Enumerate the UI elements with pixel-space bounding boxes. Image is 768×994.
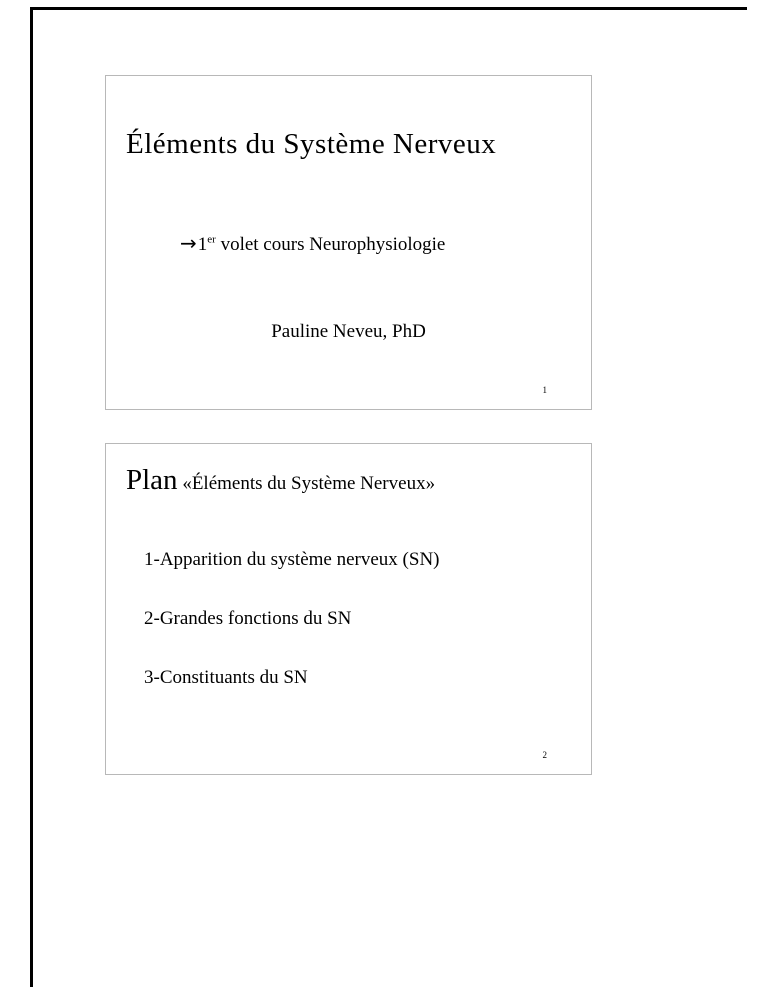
slide-1-subtitle-prefix: 1 [197, 234, 208, 255]
slide-1-subtitle-superscript: er [207, 233, 216, 246]
plan-item-2: 2-Grandes fonctions du SN [144, 608, 352, 629]
slide-2-plan-list [144, 549, 574, 726]
slide-2-page-number: 2 [542, 750, 547, 760]
slide-1-subtitle-text: volet cours Neurophysiologie [215, 234, 446, 255]
page-border-left [30, 7, 33, 987]
right-arrow-icon: → [180, 231, 197, 255]
slide-1-title: Éléments du Système Nerveux [126, 128, 497, 160]
slide-1 [105, 75, 592, 410]
slide-2-heading-sub: «Éléments du Système Nerveux» [177, 473, 436, 494]
page-border-top [30, 7, 747, 10]
slide-2 [105, 443, 592, 775]
slide-2-heading [126, 464, 581, 497]
plan-item-3: 3-Constituants du SN [144, 667, 308, 688]
slide-1-page-number: 1 [542, 385, 547, 395]
slide-1-subtitle [180, 231, 445, 256]
slide-1-author: Pauline Neveu, PhD [271, 321, 426, 342]
slide-2-heading-main: Plan [126, 464, 178, 496]
plan-item-1: 1-Apparition du système nerveux (SN) [144, 549, 440, 570]
